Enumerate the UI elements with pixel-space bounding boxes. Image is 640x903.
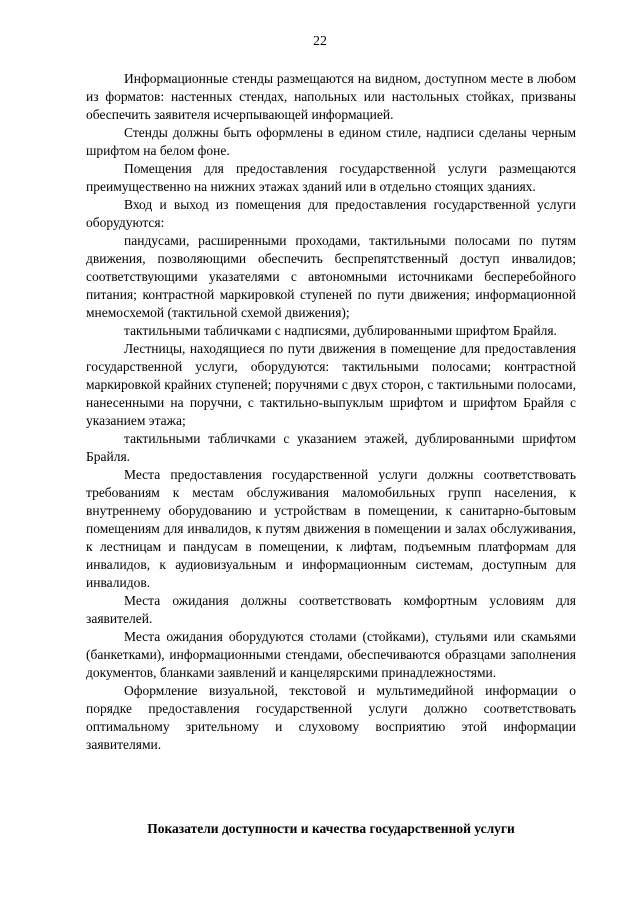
- paragraph-info-stands: Информационные стенды размещаются на видном, доступном месте в любом из форматов: настенных стендах, напольных или настольных стойках, призваны обеспечить заявителя исчерпывающей информацией.: [86, 71, 576, 122]
- paragraph-stands-style: Стенды должны быть оформлены в едином стиле, надписи сделаны черным шрифтом на белом фоне.: [86, 125, 576, 158]
- paragraph-ramps: пандусами, расширенными проходами, тактильными полосами по путям движения, позволяющими обеспечить беспрепятственный доступ инвалидов; соответствующими указателями с автономными источниками бесперебойного питания; контрастной маркировкой ступеней по пути движения; информационной мнемосхемой (тактильной схемой движения);: [86, 233, 576, 320]
- paragraph-service-places: Места предоставления государственной услуги должны соответствовать требованиям к местам обслуживания маломобильных групп населения, к внутреннему оборудованию и устройствам в помещении, к санитарно-бытовым помещениям для инвалидов, к путям движения в помещении и залах обслуживания, к лестницам и пандусам в помещении, к лифтам, подъемным платформам для инвалидов, к аудиовизуальным и информационным системам, доступным для инвалидов.: [86, 467, 576, 590]
- paragraph-tactile-plates: тактильными табличками с надписями, дублированными шрифтом Брайля.: [124, 323, 557, 338]
- paragraph-information-design: Оформление визуальной, текстовой и мультимедийной информации о порядке предоставления государственной услуги должно соответствовать оптимальному зрительному и слуховому восприятию этой информации заявителями.: [86, 683, 576, 752]
- paragraph-floor-plates: тактильными табличками с указанием этажей, дублированными шрифтом Брайля.: [86, 431, 576, 464]
- paragraph-entrance-equipment: Вход и выход из помещения для предоставления государственной услуги оборудуются:: [86, 197, 576, 230]
- document-body: [86, 70, 576, 754]
- paragraph-waiting-comfort: Места ожидания должны соответствовать комфортным условиям для заявителей.: [86, 593, 576, 626]
- page-number: 22: [313, 34, 327, 49]
- paragraph-stairs: Лестницы, находящиеся по пути движения в помещение для предоставления государственной услуги, оборудуются: тактильными полосами; контрастной маркировкой крайних ступеней; поручнями с двух сторон, с тактильными полосами, нанесенными на поручни, с тактильно-выпуклым шрифтом и шрифтом Брайля с указанием этажа;: [86, 341, 576, 428]
- paragraph-premises-location: Помещения для предоставления государственной услуги размещаются преимущественно на нижних этажах зданий или в отдельно стоящих зданиях.: [86, 161, 576, 194]
- section-heading: Показатели доступности и качества государственной услуги: [147, 821, 515, 836]
- paragraph-waiting-equipment: Места ожидания оборудуются столами (стойками), стульями или скамьями (банкетками), информационными стендами, обеспечиваются образцами заполнения документов, бланками заявлений и канцелярскими принадлежностями.: [86, 629, 576, 680]
